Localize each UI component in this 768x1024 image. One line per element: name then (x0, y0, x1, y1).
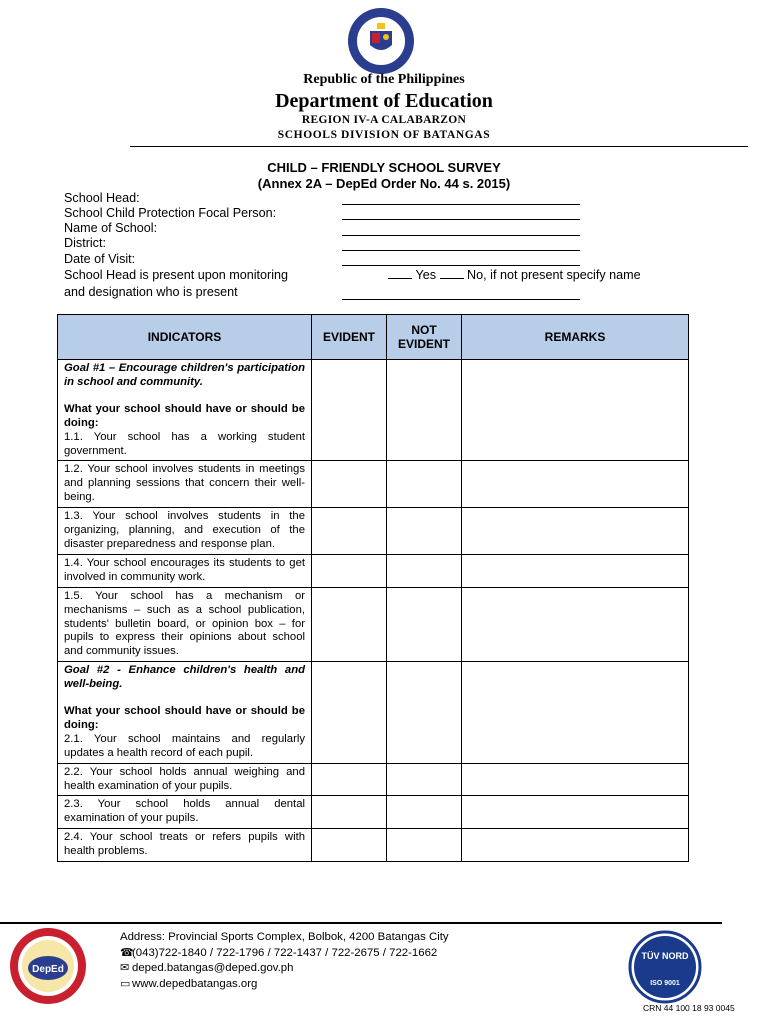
evident-cell[interactable] (312, 461, 387, 508)
footer-divider (0, 922, 722, 924)
focal-person-input[interactable] (342, 219, 580, 220)
computer-icon: ▭ (120, 977, 131, 990)
indicator-1-2: 1.2. Your school involves students in meetings and planning sessions that concern their well-being. (64, 463, 305, 504)
indicator-1-4: 1.4. Your school encourages its students to get involved in community work. (64, 556, 305, 583)
field-label-date-of-visit: Date of Visit: (64, 252, 136, 266)
table-row (58, 360, 689, 461)
table-row (58, 554, 689, 587)
iso-text: ISO 9001 (650, 980, 680, 987)
phone-icon: ☎ (120, 946, 134, 959)
header-remarks: REMARKS (462, 315, 689, 360)
header-indicators: INDICATORS (58, 315, 312, 360)
field-label-district: District: (64, 236, 106, 250)
remarks-cell[interactable] (462, 461, 689, 508)
table-row (58, 461, 689, 508)
not-evident-cell[interactable] (387, 796, 462, 829)
evident-cell[interactable] (312, 796, 387, 829)
division-heading: SCHOOLS DIVISION OF BATANGAS (277, 129, 491, 141)
field-label-school-head: School Head: (64, 191, 140, 205)
indicator-2-4: 2.4. Your school treats or refers pupils with health problems. (64, 831, 305, 858)
evident-cell[interactable] (312, 360, 387, 461)
field-label-head-present: School Head is present upon monitoring (64, 268, 289, 282)
header-not-evident: NOT EVIDENT (387, 315, 462, 360)
header-divider (130, 146, 748, 147)
logo-text: DepEd (32, 964, 64, 975)
remarks-cell[interactable] (462, 829, 689, 862)
indicator-2-1: 2.1. Your school maintains and regularly updates a health record of each pupil. (64, 732, 305, 759)
remarks-cell[interactable] (462, 360, 689, 461)
survey-title: CHILD – FRIENDLY SCHOOL SURVEY (267, 160, 501, 175)
remarks-cell[interactable] (462, 763, 689, 796)
evident-cell[interactable] (312, 763, 387, 796)
indicator-2-2: 2.2. Your school holds annual weighing and health examination of your pupils. (64, 765, 305, 792)
deped-batangas-logo (8, 926, 88, 1006)
remarks-cell[interactable] (462, 554, 689, 587)
footer-phone: (043)722-1840 / 722-1796 / 722-1437 / 722-2675 / 722-1662 (132, 946, 438, 959)
evident-cell[interactable] (312, 587, 387, 662)
table-header-row (58, 315, 689, 360)
school-head-input[interactable] (342, 204, 580, 205)
yes-label: Yes (415, 268, 437, 282)
footer-contact (120, 930, 449, 992)
republic-heading: Republic of the Philippines (303, 72, 465, 87)
not-evident-cell[interactable] (387, 360, 462, 461)
evident-cell[interactable] (312, 554, 387, 587)
table-row (58, 587, 689, 662)
district-input[interactable] (342, 250, 580, 251)
field-label-school-name: Name of School: (64, 221, 158, 235)
region-heading: REGION IV-A CALABARZON (301, 114, 467, 126)
remarks-cell[interactable] (462, 508, 689, 555)
designation-input[interactable] (342, 299, 580, 300)
goal-1-prompt: What your school should have or should be doing: (64, 402, 305, 429)
not-evident-cell[interactable] (387, 763, 462, 796)
presence-options (388, 268, 641, 282)
school-name-input[interactable] (342, 235, 580, 236)
evident-cell[interactable] (312, 662, 387, 763)
indicator-2-3: 2.3. Your school holds annual dental examination of your pupils. (64, 798, 305, 825)
header-evident: EVIDENT (312, 315, 387, 360)
remarks-cell[interactable] (462, 796, 689, 829)
no-blank[interactable] (440, 268, 464, 279)
field-label-focal-person: School Child Protection Focal Person: (64, 206, 277, 220)
remarks-cell[interactable] (462, 587, 689, 662)
crn-number: CRN 44 100 18 93 0045 (643, 1003, 735, 1013)
not-evident-cell[interactable] (387, 829, 462, 862)
table-row (58, 662, 689, 763)
tuv-text: TÜV NORD (641, 951, 689, 961)
indicators-table (57, 314, 689, 862)
footer-website[interactable]: www.depedbatangas.org (132, 977, 258, 990)
field-label-designation: and designation who is present (64, 285, 238, 299)
goal-2-heading: Goal #2 - Enhance children's health and well-being. (64, 664, 305, 691)
goal-2-prompt: What your school should have or should be doing: (64, 705, 305, 731)
footer-email[interactable]: deped.batangas@deped.gov.ph (132, 962, 294, 974)
table-row (58, 796, 689, 829)
yes-blank[interactable] (388, 268, 412, 279)
no-label: No, if not present specify name (467, 268, 641, 282)
tuv-iso-logo (628, 930, 702, 1004)
indicator-1-5: 1.5. Your school has a mechanism or mechanisms – such as a school publication, students' bulletin board, or opinion box – for pupils to express their opinions about school and community issues. (64, 589, 305, 658)
not-evident-cell[interactable] (387, 662, 462, 763)
not-evident-cell[interactable] (387, 554, 462, 587)
evident-cell[interactable] (312, 508, 387, 555)
goal-1-heading: Goal #1 – Encourage children's participation in school and community. (64, 362, 305, 388)
survey-subtitle: (Annex 2A – DepEd Order No. 44 s. 2015) (257, 176, 511, 191)
table-row (58, 763, 689, 796)
not-evident-cell[interactable] (387, 461, 462, 508)
mail-icon: ✉ (120, 962, 130, 974)
evident-cell[interactable] (312, 829, 387, 862)
not-evident-cell[interactable] (387, 508, 462, 555)
department-heading: Department of Education (275, 90, 493, 112)
indicator-1-1: 1.1. Your school has a working student government. (64, 430, 305, 457)
footer-address: Address: Provincial Sports Complex, Bolbok, 4200 Batangas City (120, 931, 449, 943)
remarks-cell[interactable] (462, 662, 689, 763)
date-of-visit-input[interactable] (342, 265, 580, 266)
deped-seal-logo (341, 5, 421, 75)
table-row (58, 508, 689, 555)
not-evident-cell[interactable] (387, 587, 462, 662)
table-row (58, 829, 689, 862)
indicator-1-3: 1.3. Your school involves students in the organizing, planning, and execution of the disaster preparedness and response plan. (64, 510, 305, 550)
